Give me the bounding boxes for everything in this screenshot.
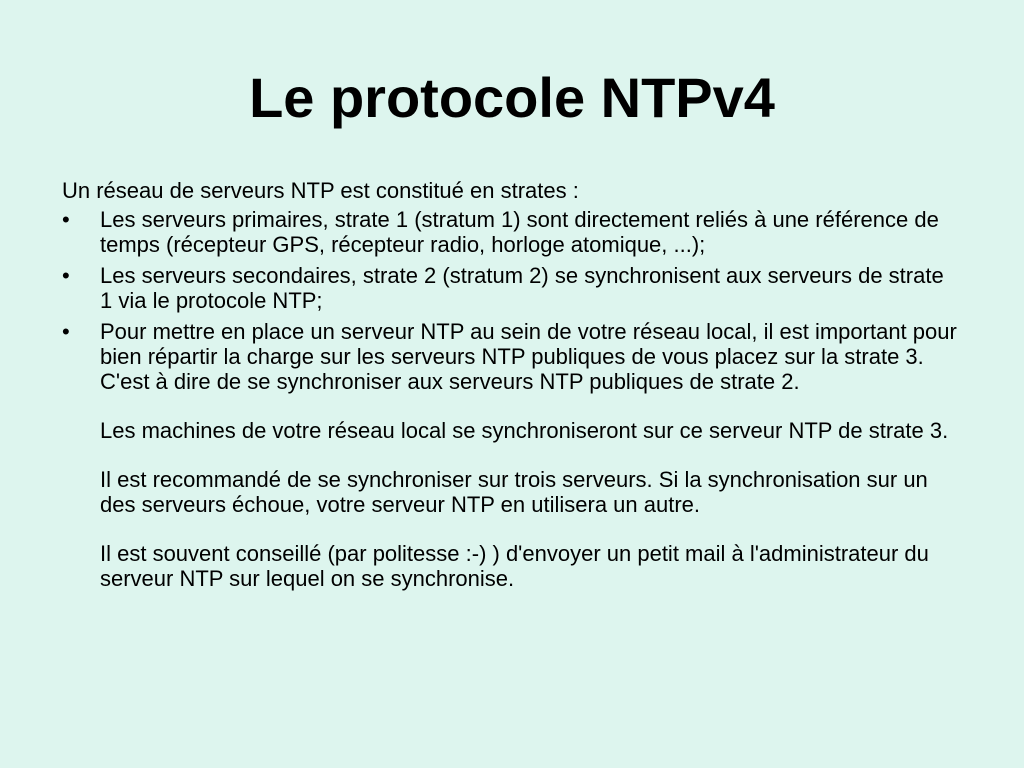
bullet-paragraph: Il est souvent conseillé (par politesse :-) ) d'envoyer un petit mail à l'administrateur du serveur NTP sur lequel on se synchronise.: [100, 541, 929, 591]
bullet-item-primary-servers: [62, 207, 962, 257]
slide-title: Le protocole NTPv4: [249, 66, 775, 129]
bullet-marker: •: [62, 207, 70, 232]
bullet-paragraph: Pour mettre en place un serveur NTP au sein de votre réseau local, il est important pour bien répartir la charge sur les serveurs NTP publiques de vous placez sur la strate 3. C'est à dire de se synchroniser aux serveurs NTP publiques de strate 2.: [100, 319, 957, 394]
bullet-item-secondary-servers: [62, 263, 962, 313]
intro-text: Un réseau de serveurs NTP est constitué en strates :: [62, 178, 579, 203]
slide-body: [62, 178, 962, 597]
bullet-marker: •: [62, 263, 70, 288]
bullet-paragraph: Les machines de votre réseau local se synchroniseront sur ce serveur NTP de strate 3.: [100, 418, 949, 443]
bullet-marker: •: [62, 319, 70, 344]
bullet-paragraph: Il est recommandé de se synchroniser sur trois serveurs. Si la synchronisation sur un des serveurs échoue, votre serveur NTP en utilisera un autre.: [100, 467, 928, 517]
bullet-item-local-server: [62, 319, 962, 591]
bullet-list: [62, 207, 962, 591]
bullet-paragraph: Les serveurs primaires, strate 1 (stratum 1) sont directement reliés à une référence de temps (récepteur GPS, récepteur radio, horloge atomique, ...);: [100, 207, 939, 257]
bullet-paragraph: Les serveurs secondaires, strate 2 (stratum 2) se synchronisent aux serveurs de strate 1 via le protocole NTP;: [100, 263, 944, 313]
